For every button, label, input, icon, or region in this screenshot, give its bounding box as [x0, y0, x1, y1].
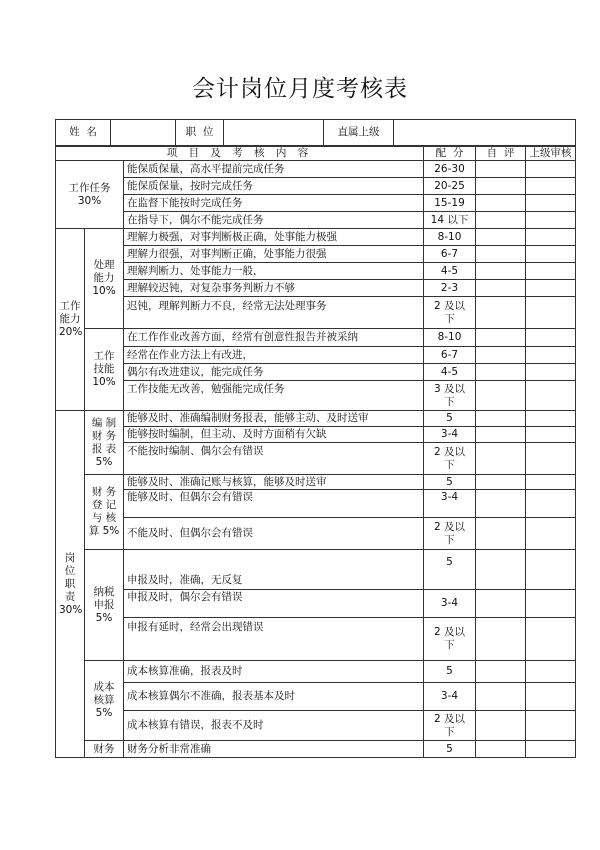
review-score-cell[interactable] — [526, 741, 576, 758]
review-score-cell[interactable] — [526, 518, 576, 550]
score-range: 3-4 — [424, 590, 476, 618]
review-score-cell[interactable] — [526, 381, 576, 411]
criteria-text: 申报及时，偶尔会有错误 — [124, 590, 424, 618]
review-score-cell[interactable] — [526, 161, 576, 178]
score-range: 5 — [424, 411, 476, 427]
self-score-cell[interactable] — [476, 741, 526, 758]
score-range: 2 及以 下 — [424, 711, 476, 741]
self-score-cell[interactable] — [476, 443, 526, 475]
criteria-text: 成本核算偶尔不准确，报表基本及时 — [124, 683, 424, 711]
assessment-table — [55, 146, 576, 758]
cost-accounting-label: 成本 核算 5% — [85, 661, 124, 741]
review-score-cell[interactable] — [526, 618, 576, 661]
criteria-text: 成本核算准确，报表及时 — [124, 661, 424, 683]
self-score-cell[interactable] — [476, 381, 526, 411]
review-score-cell[interactable] — [526, 711, 576, 741]
criteria-text: 不能及时、但偶尔会有错误 — [124, 518, 424, 550]
position-value[interactable] — [224, 120, 324, 146]
page-title: 会计岗位月度考核表 — [192, 76, 408, 102]
review-score-cell[interactable] — [526, 297, 576, 329]
criteria-text: 财务分析非常准确 — [124, 741, 424, 758]
self-score-cell[interactable] — [476, 263, 526, 280]
review-score-cell[interactable] — [526, 475, 576, 490]
self-score-cell[interactable] — [476, 683, 526, 711]
review-score-cell[interactable] — [526, 661, 576, 683]
score-range: 14 以下 — [424, 212, 476, 229]
self-score-cell[interactable] — [476, 711, 526, 741]
criteria-text: 迟钝，理解判断力不良，经常无法处理事务 — [124, 297, 424, 329]
review-score-cell[interactable] — [526, 550, 576, 590]
review-score-cell[interactable] — [526, 683, 576, 711]
self-score-cell[interactable] — [476, 246, 526, 263]
review-score-cell[interactable] — [526, 280, 576, 297]
tax-filing-label: 纳税 申报 5% — [85, 550, 124, 661]
name-label: 姓 名 — [56, 120, 111, 146]
supervisor-label: 直属上级 — [324, 120, 394, 146]
criteria-text: 理解力极强，对事判断极正确，处事能力极强 — [124, 229, 424, 246]
review-score-cell[interactable] — [526, 246, 576, 263]
score-range: 2 及以 下 — [424, 297, 476, 329]
self-score-cell[interactable] — [476, 490, 526, 518]
criteria-text: 能够及时、准确记账与核算，能够及时送审 — [124, 475, 424, 490]
job-duties-label: 岗 位 职 责 30% — [56, 411, 85, 758]
self-score-cell[interactable] — [476, 550, 526, 590]
review-score-cell[interactable] — [526, 212, 576, 229]
criteria-text: 能保质保量，高水平提前完成任务 — [124, 161, 424, 178]
criteria-text: 能够及时、但偶尔会有错误 — [124, 490, 424, 518]
items-header: 项 目 及 考 核 内 容 — [56, 147, 424, 161]
assessment-sheet — [55, 119, 575, 758]
review-score-cell[interactable] — [526, 329, 576, 347]
name-value[interactable] — [111, 120, 176, 146]
self-score-cell[interactable] — [476, 297, 526, 329]
self-score-cell[interactable] — [476, 329, 526, 347]
work-ability-label: 工作 能力 20% — [56, 229, 85, 411]
criteria-text: 偶尔有改进建议，能完成任务 — [124, 364, 424, 381]
self-score-cell[interactable] — [476, 475, 526, 490]
financial-analysis-label: 财务 — [85, 741, 124, 758]
review-header: 上级审核 — [526, 147, 576, 161]
score-range: 2 及以 下 — [424, 618, 476, 661]
score-range: 5 — [424, 475, 476, 490]
score-range: 15-19 — [424, 195, 476, 212]
self-score-cell[interactable] — [476, 347, 526, 364]
self-score-cell[interactable] — [476, 195, 526, 212]
score-range: 20-25 — [424, 178, 476, 195]
score-range: 5 — [424, 550, 476, 590]
position-label: 职 位 — [176, 120, 224, 146]
criteria-text: 理解力很强，对事判断正确，处事能力很强 — [124, 246, 424, 263]
score-range: 8-10 — [424, 229, 476, 246]
self-score-cell[interactable] — [476, 161, 526, 178]
score-range: 8-10 — [424, 329, 476, 347]
self-score-cell[interactable] — [476, 618, 526, 661]
self-score-cell[interactable] — [476, 280, 526, 297]
work-skill-label: 工作 技能 10% — [85, 329, 124, 411]
score-range: 2-3 — [424, 280, 476, 297]
self-score-cell[interactable] — [476, 518, 526, 550]
financial-reports-label: 编 制 财 务 报 表 5% — [85, 411, 124, 475]
criteria-text: 能保质保量，按时完成任务 — [124, 178, 424, 195]
self-score-cell[interactable] — [476, 427, 526, 443]
work-task-label: 工作任务 30% — [56, 161, 124, 229]
criteria-text: 能够按时编制，但主动、及时方面稍有欠缺 — [124, 427, 424, 443]
review-score-cell[interactable] — [526, 590, 576, 618]
criteria-text: 在工作作业改善方面，经常有创意性报告并被采纳 — [124, 329, 424, 347]
score-range: 3-4 — [424, 427, 476, 443]
score-range: 2 及以 下 — [424, 518, 476, 550]
review-score-cell[interactable] — [526, 443, 576, 475]
criteria-text: 理解判断力、处事能力一般， — [124, 263, 424, 280]
score-range: 3-4 — [424, 683, 476, 711]
criteria-text: 经常在作业方法上有改进， — [124, 347, 424, 364]
bookkeeping-label: 财 务 登 记 与 核 算 5% — [85, 475, 124, 550]
self-score-cell[interactable] — [476, 590, 526, 618]
score-range: 5 — [424, 741, 476, 758]
supervisor-value[interactable] — [394, 120, 576, 146]
self-score-cell[interactable] — [476, 212, 526, 229]
score-header: 配 分 — [424, 147, 476, 161]
self-score-cell[interactable] — [476, 178, 526, 195]
criteria-text: 成本核算有错误，报表不及时 — [124, 711, 424, 741]
review-score-cell[interactable] — [526, 263, 576, 280]
review-score-cell[interactable] — [526, 364, 576, 381]
criteria-text: 不能按时编制、偶尔会有错误 — [124, 443, 424, 475]
criteria-text: 申报有延时，经常会出现错误 — [124, 618, 424, 661]
review-score-cell[interactable] — [526, 178, 576, 195]
info-table — [55, 119, 576, 146]
self-score-cell[interactable] — [476, 411, 526, 427]
review-score-cell[interactable] — [526, 195, 576, 212]
score-range: 5 — [424, 661, 476, 683]
review-score-cell[interactable] — [526, 427, 576, 443]
self-score-cell[interactable] — [476, 661, 526, 683]
criteria-text: 工作技能无改善，勉强能完成任务 — [124, 381, 424, 411]
criteria-text: 在监督下能按时完成任务 — [124, 195, 424, 212]
review-score-cell[interactable] — [526, 229, 576, 246]
score-range: 3-4 — [424, 490, 476, 518]
review-score-cell[interactable] — [526, 411, 576, 427]
criteria-text: 申报及时，准确，无反复 — [124, 550, 424, 590]
score-range: 4-5 — [424, 364, 476, 381]
score-range: 2 及以 下 — [424, 443, 476, 475]
score-range: 3 及以 下 — [424, 381, 476, 411]
self-header: 自 评 — [476, 147, 526, 161]
criteria-text: 能够及时、准确编制财务报表，能够主动、及时送审 — [124, 411, 424, 427]
review-score-cell[interactable] — [526, 490, 576, 518]
score-range: 6-7 — [424, 246, 476, 263]
handling-ability-label: 处理 能力 10% — [85, 229, 124, 329]
score-range: 6-7 — [424, 347, 476, 364]
criteria-text: 理解较迟钝，对复杂事务判断力不够 — [124, 280, 424, 297]
self-score-cell[interactable] — [476, 364, 526, 381]
criteria-text: 在指导下，偶尔不能完成任务 — [124, 212, 424, 229]
score-range: 4-5 — [424, 263, 476, 280]
review-score-cell[interactable] — [526, 347, 576, 364]
self-score-cell[interactable] — [476, 229, 526, 246]
score-range: 26-30 — [424, 161, 476, 178]
